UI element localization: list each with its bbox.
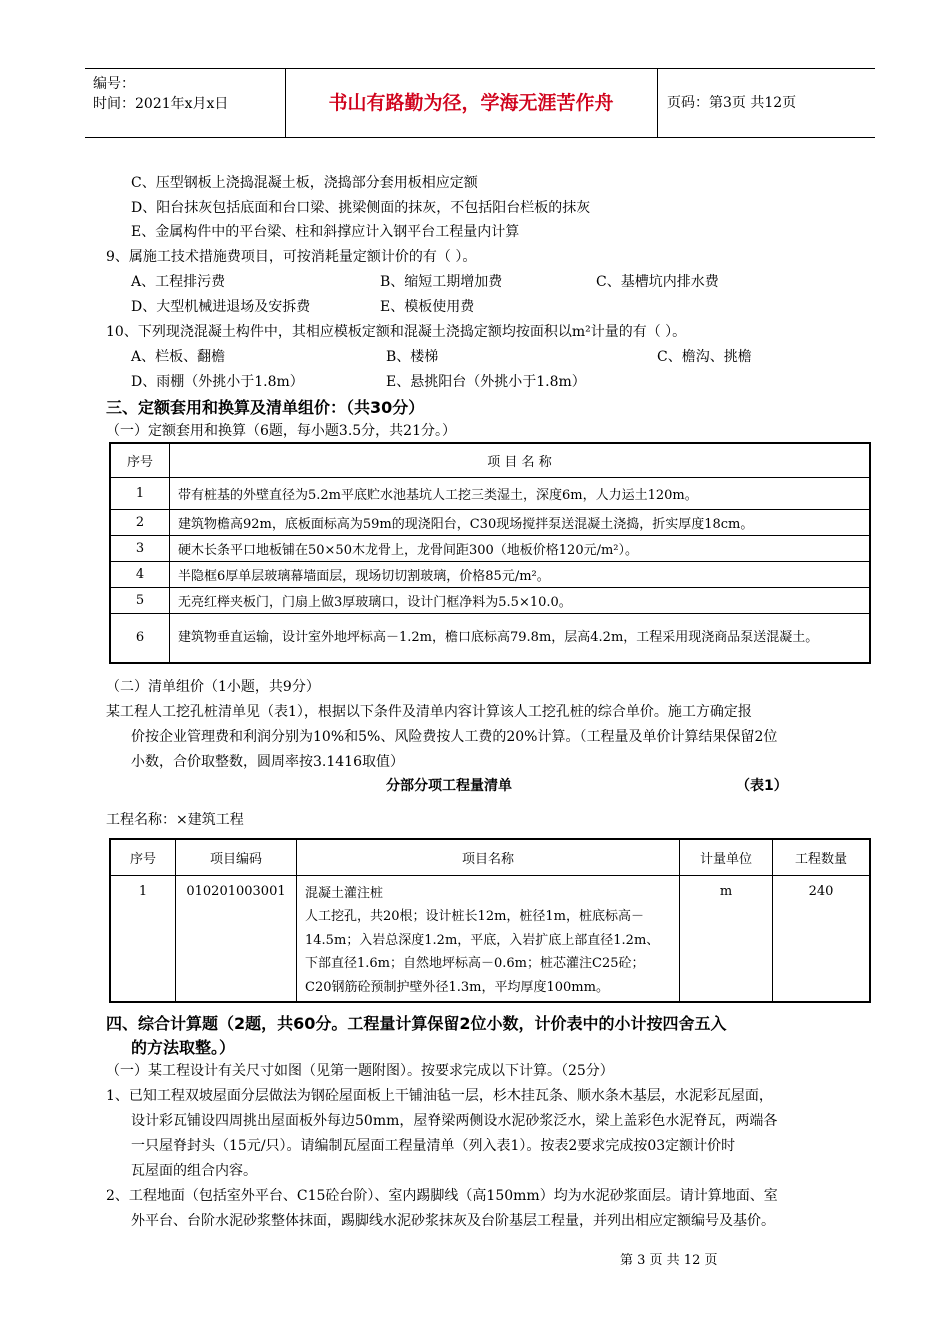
section3-sub1: （一）定额套用和换算（6题，每小题3.5分，共21分。） <box>106 423 456 439</box>
table1-header-name: 项 目 名 称 <box>170 443 871 477</box>
q9-option-c: C、基槽坑内排水费 <box>596 274 719 290</box>
table2-title: 分部分项工程量清单 <box>386 778 512 794</box>
section4-title-2: 的方法取整。） <box>131 1038 236 1057</box>
name-line: 人工挖孔，共20根；设计桩长12m，桩径1m，桩底标高－ <box>305 909 645 924</box>
q10-option-d: D、雨棚（外挑小于1.8m） <box>131 374 304 390</box>
section3-sub2: （二）清单组价（1小题，共9分） <box>106 679 320 695</box>
row-unit: m <box>680 875 773 1002</box>
row-text: 带有桩基的外壁直径为5.2m平底贮水池基坑人工挖三类湿土，深度6m，人力运土120m。 <box>170 477 871 509</box>
row-no: 2 <box>110 509 170 535</box>
q9-option-a: A、工程排污费 <box>131 274 226 290</box>
option-e: E、金属构件中的平台梁、柱和斜撑应计入钢平台工程量内计算 <box>131 224 520 240</box>
row-text: 半隐框6厚单层玻璃幕墙面层，现场切切割玻璃，价格85元/m²。 <box>170 561 871 587</box>
option-c: C、压型钢板上浇捣混凝土板，浇捣部分套用板相应定额 <box>131 175 478 191</box>
row-code: 010201003001 <box>176 875 297 1002</box>
q1-line-4: 瓦屋面的组合内容。 <box>131 1163 257 1179</box>
option-d: D、阳台抹灰包括底面和台口梁、挑梁侧面的抹灰，不包括阳台栏板的抹灰 <box>131 200 591 216</box>
table2-header-name: 项目名称 <box>297 839 680 875</box>
para-line-2: 价按企业管理费和利润分别为10%和5%、风险费按人工费的20%计算。（工程量及单价计算结果保留2位 <box>131 729 778 745</box>
row-no: 1 <box>110 477 170 509</box>
row-no: 4 <box>110 561 170 587</box>
table-row <box>110 509 870 535</box>
section4-title-1: 四、综合计算题（2题，共60分。工程量计算保留2位小数，计价表中的小计按四舍五入 <box>106 1014 727 1033</box>
q10-option-e: E、悬挑阳台（外挑小于1.8m） <box>386 374 586 390</box>
header-left <box>85 69 286 137</box>
row-text: 硬木长条平口地板铺在50×50木龙骨上，龙骨间距300（地板价格120元/m²）。 <box>170 535 871 561</box>
table-row <box>110 535 870 561</box>
para-line-1: 某工程人工挖孔桩清单见（表1），根据以下条件及清单内容计算该人工挖孔桩的综合单价。施工方确定报 <box>106 704 752 720</box>
table-row <box>110 587 870 613</box>
q10-stem: 10、下列现浇混凝土构件中，其相应模板定额和混凝土浇捣定额均按面积以m²计量的有（ ）。 <box>106 324 687 340</box>
section4-sub1: （一）某工程设计有关尺寸如图（见第一题附图）。按要求完成以下计算。（25分） <box>106 1063 614 1079</box>
q9-option-b: B、缩短工期增加费 <box>380 274 503 290</box>
q9-stem: 9、属施工技术措施费项目，可按消耗量定额计价的有（ ）。 <box>106 249 477 265</box>
table2-header-unit: 计量单位 <box>680 839 773 875</box>
page-label: 页码：第3页 共12页 <box>667 95 797 111</box>
table2-tag: （表1） <box>736 778 788 794</box>
quota-table <box>109 442 871 664</box>
page-header <box>85 68 875 138</box>
row-no: 6 <box>110 613 170 663</box>
name-line: 下部直径1.6m；自然地坪标高－0.6m；桩芯灌注C25砼； <box>305 956 645 971</box>
q10-option-b: B、楼梯 <box>386 349 439 365</box>
q9-option-e: E、模板使用费 <box>380 299 475 315</box>
name-line: 混凝土灌注桩 <box>305 885 384 901</box>
q10-option-c: C、檐沟、挑檐 <box>657 349 752 365</box>
q10-option-a: A、栏板、翻檐 <box>131 349 226 365</box>
table1-header-no: 序号 <box>110 443 170 477</box>
number-label: 编号： <box>93 76 135 92</box>
section3-title: 三、定额套用和换算及清单组价：（共30分） <box>106 398 425 417</box>
row-qty: 240 <box>773 875 871 1002</box>
table-row <box>110 613 870 663</box>
q2-line-2: 外平台、台阶水泥砂浆整体抹面，踢脚线水泥砂浆抹灰及台阶基层工程量，并列出相应定额编号及基价。 <box>131 1213 775 1229</box>
q1-line-3: 一只屋脊封头（15元/只）。请编制瓦屋面工程量清单（列入表1）。按表2要求完成按03定额计价时 <box>131 1138 736 1154</box>
table-row <box>110 561 870 587</box>
time-label: 时间：2021年x月x日 <box>93 96 229 112</box>
row-name <box>297 875 680 1002</box>
row-text: 建筑物垂直运输，设计室外地坪标高－1.2m，檐口底标高79.8m，层高4.2m，工程采用现浇商品泵送混凝土。 <box>170 613 871 663</box>
q1-line-1: 1、已知工程双坡屋面分层做法为钢砼屋面板上干铺油毡一层，杉木挂瓦条、顺水条木基层，水泥彩瓦屋面， <box>106 1088 773 1104</box>
project-name: 工程名称：×建筑工程 <box>106 812 244 828</box>
q1-line-2: 设计彩瓦铺设四周挑出屋面板外每边50mm，屋脊梁两侧设水泥砂浆泛水，梁上盖彩色水泥脊瓦，两端各 <box>131 1113 778 1129</box>
table2-header-code: 项目编码 <box>176 839 297 875</box>
q2-line-1: 2、工程地面（包括室外平台、C15砼台阶）、室内踢脚线（高150mm）均为水泥砂浆面层。请计算地面、室 <box>106 1188 778 1204</box>
row-no: 1 <box>110 875 176 1002</box>
q9-option-d: D、大型机械进退场及安拆费 <box>131 299 311 315</box>
name-line: 14.5m；入岩总深度1.2m，平底，入岩扩底上部直径1.2m、 <box>305 932 660 948</box>
row-text: 无亮红榉夹板门，门扇上做3厚玻璃口，设计门框净料为5.5×10.0。 <box>170 587 871 613</box>
row-no: 3 <box>110 535 170 561</box>
name-line: C20钢筋砼预制护壁外径1.3m，平均厚度100mm。 <box>305 979 609 995</box>
table-row <box>110 875 870 1002</box>
page-footer: 第 3 页 共 12 页 <box>620 1253 718 1268</box>
para-line-3: 小数，合价取整数，圆周率按3.1416取值） <box>131 754 404 770</box>
row-no: 5 <box>110 587 170 613</box>
table-row <box>110 477 870 509</box>
motto: 书山有路勤为径，学海无涯苦作舟 <box>285 69 658 137</box>
table2-header-qty: 工程数量 <box>773 839 871 875</box>
row-text: 建筑物檐高92m，底板面标高为59m的现浇阳台，C30现场搅拌泵送混凝土浇捣，折实厚度18cm。 <box>170 509 871 535</box>
bill-table <box>109 838 871 1003</box>
table2-header-no: 序号 <box>110 839 176 875</box>
